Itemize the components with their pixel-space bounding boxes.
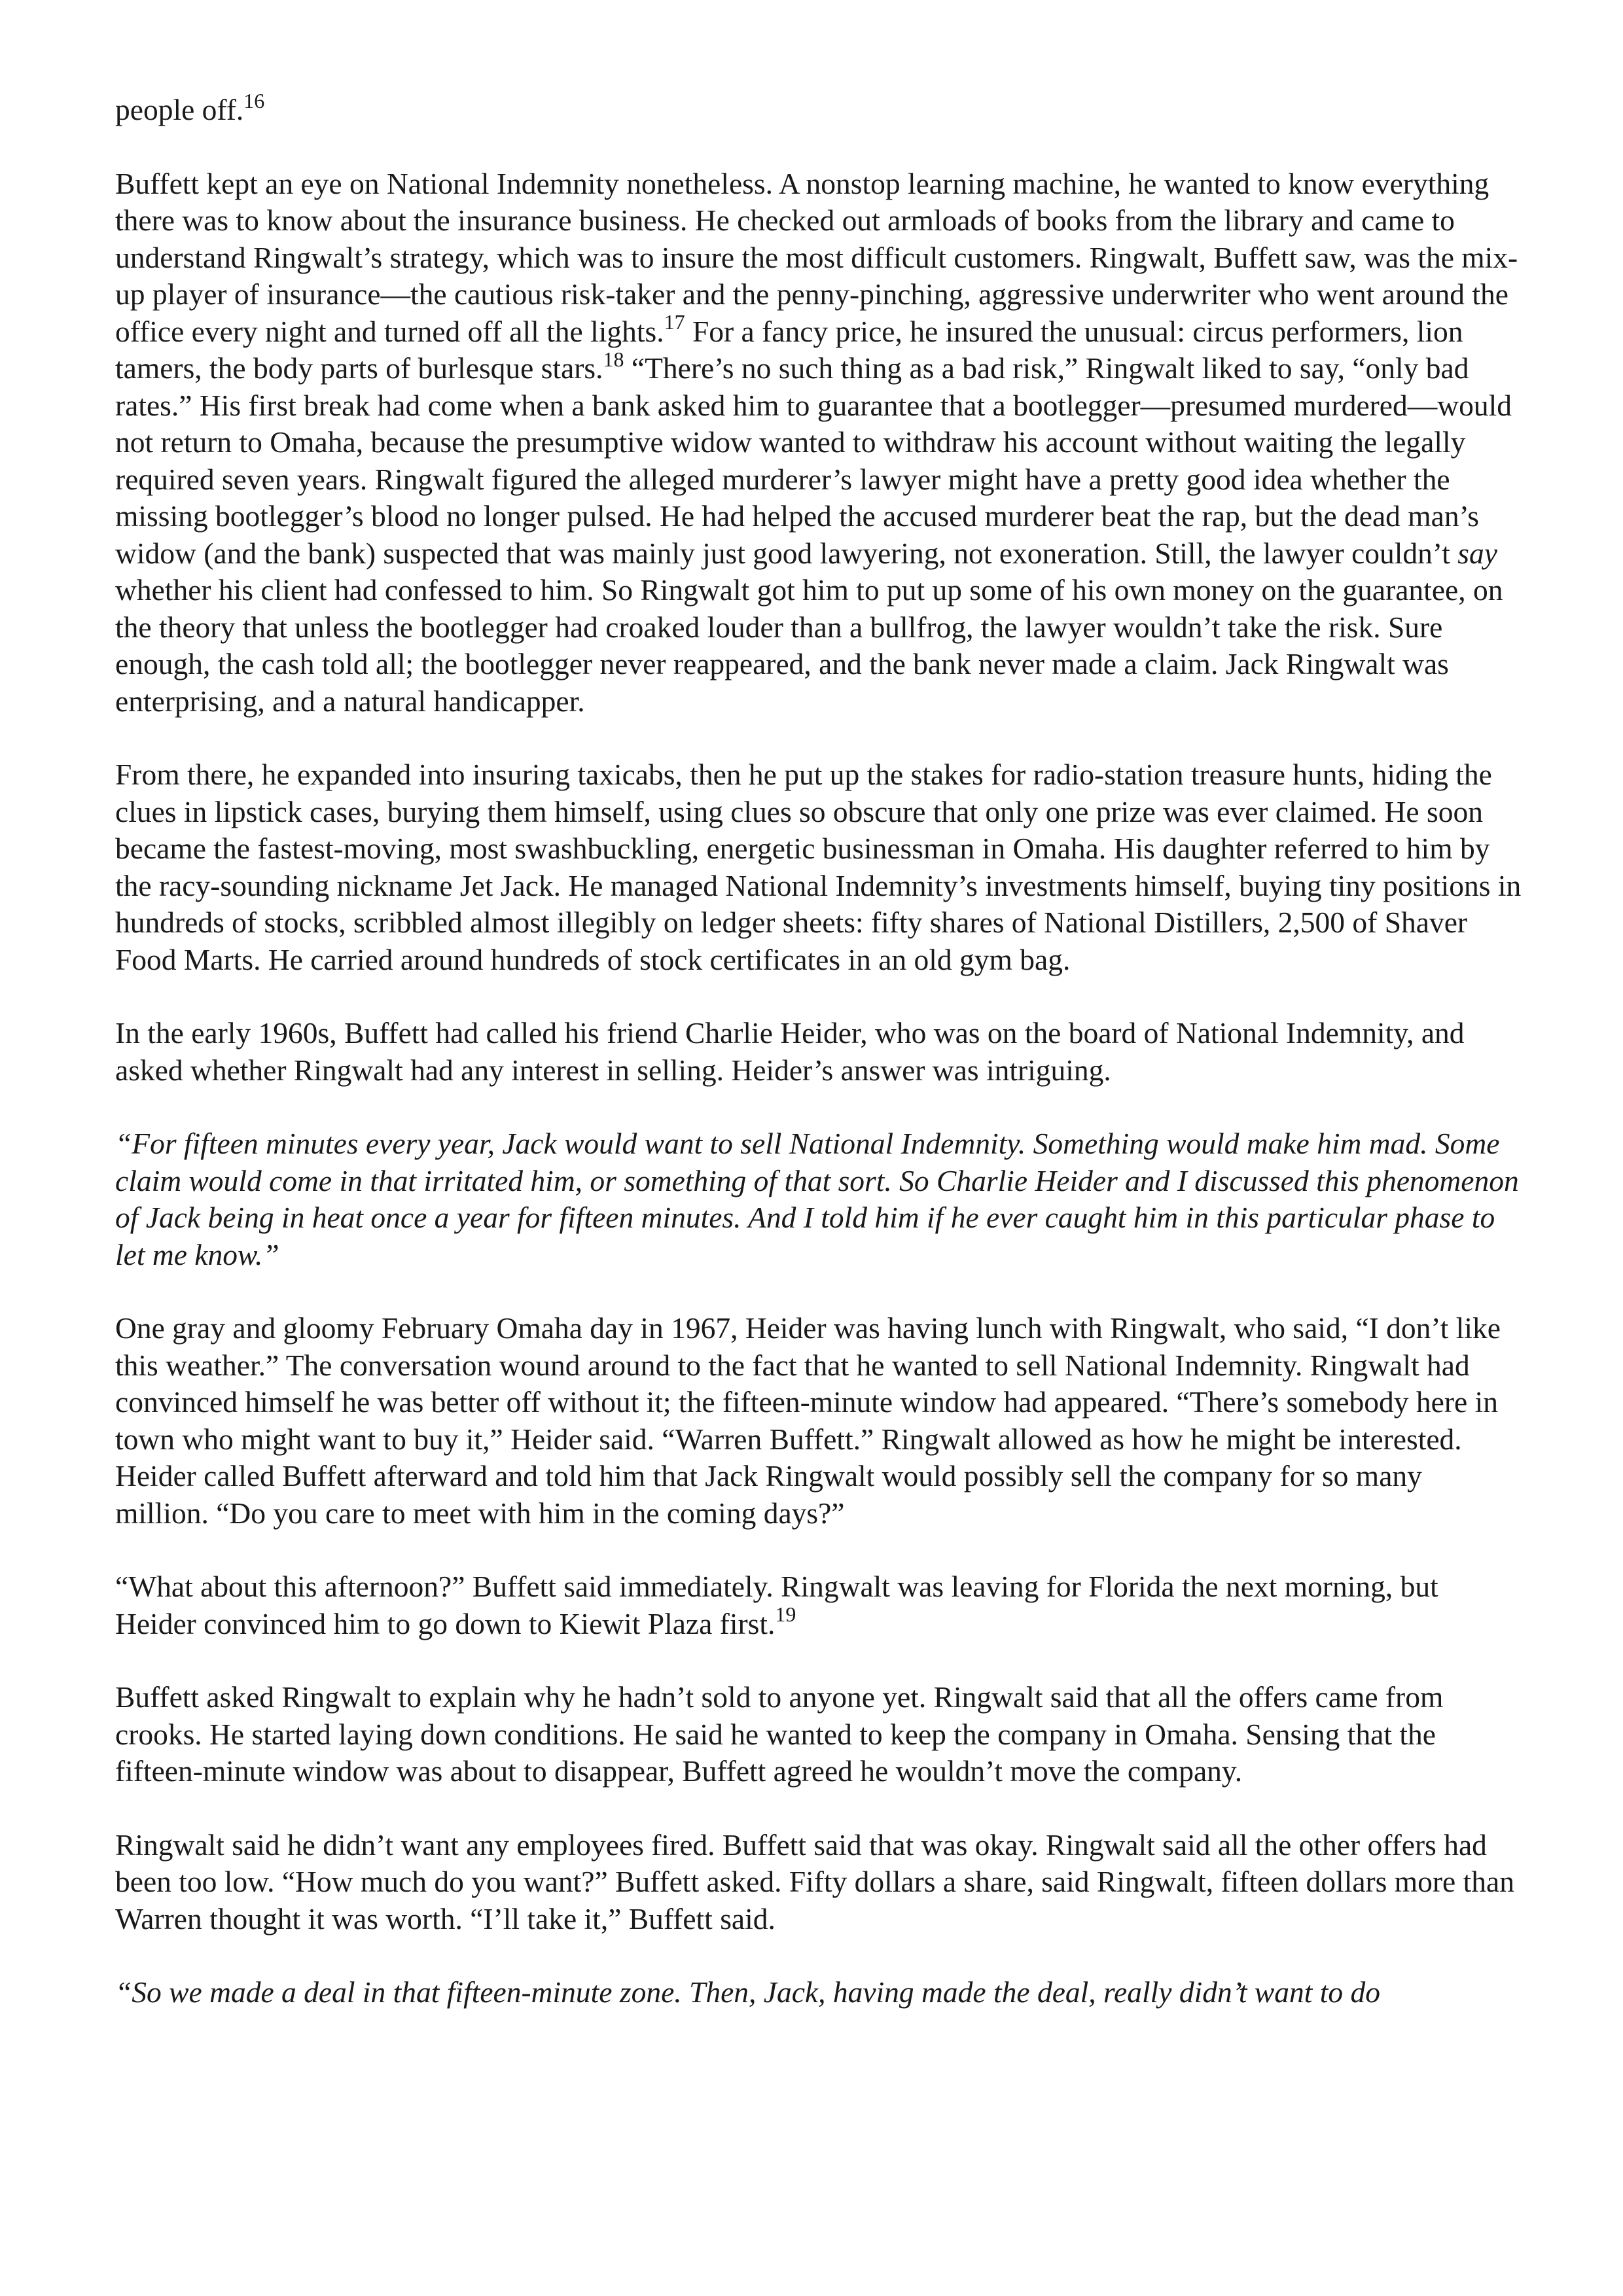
body-paragraph [115,1679,1522,1790]
footnote-marker: 16 [243,88,265,113]
quote-paragraph [115,1974,1522,2011]
text-run: “There’s no such thing as a bad risk,” Ringwalt liked to say, “only bad rates.” His first break had come when a bank asked him to guarantee that a bootlegger—presumed murdered—would not return to Omaha, because the presumptive widow wanted to withdraw his account without waiting the legally required seven years. Ringwalt figured the alleged murderer’s lawyer might have a pretty good idea whether the missing bootlegger’s blood no longer pulsed. He had helped the accused murderer beat the rap, but the dead man’s widow (and the bank) suspected that was mainly just good lawyering, not exoneration. Still, the lawyer couldn’t [115,351,1512,570]
body-paragraph [115,1827,1522,1938]
body-paragraph [115,1568,1522,1642]
body-paragraph [115,1015,1522,1089]
text-run: “What about this afternoon?” Buffett said immediately. Ringwalt was leaving for Florida the next morning, but Heider convinced him to go down to Kiewit Plaza first. [115,1570,1438,1640]
body-paragraph [115,1310,1522,1532]
text-run: For a fancy price, he insured the unusual: circus performers, lion tamers, the body parts of burlesque stars. [115,314,1463,385]
footnote-marker: 17 [664,310,685,334]
text-run: In the early 1960s, Buffett had called his friend Charlie Heider, who was on the board of National Indemnity, and asked whether Ringwalt had any interest in selling. Heider’s answer was intriguing. [115,1016,1465,1087]
book-page [115,88,1522,2048]
text-run: Ringwalt said he didn’t want any employees fired. Buffett said that was okay. Ringwalt said all the other offers had been too low. “How much do you want?” Buffett asked. Fifty dollars a share, said Ringwalt, fifteen dollars more than Warren thought it was worth. “I’ll take it,” Buffett said. [115,1828,1514,1935]
body-paragraph [115,166,1522,720]
text-run: One gray and gloomy February Omaha day in 1967, Heider was having lunch with Ringwalt, who said, “I don’t like this weather.” The conversation wound around to the fact that he wanted to sell National Indemnity. Ringwalt had convinced himself he was better off without it; the fifteen-minute window had appeared. “There’s somebody here in town who might want to buy it,” Heider said. “Warren Buffett.” Ringwalt allowed as how he might be interested. Heider called Buffett afterward and told him that Jack Ringwalt would possibly sell the company for so many million. “Do you care to meet with him in the coming days?” [115,1311,1501,1530]
body-paragraph [115,88,1522,129]
emphasized-text: say [1457,536,1497,570]
quote-paragraph [115,1125,1522,1273]
text-run: “For fifteen minutes every year, Jack would want to sell National Indemnity. Something would make him mad. Some claim would come in that irritated him, or something of that sort. So Charlie Heider and I discussed this phenomenon of Jack being in heat once a year for fifteen minutes. And I told him if he ever caught him in this particular phase to let me know.” [115,1127,1519,1271]
text-run: whether his client had confessed to him. So Ringwalt got him to put up some of his own money on the guarantee, on the theory that unless the bootlegger had croaked louder than a bullfrog, the lawyer wouldn’t take the risk. Sure enough, the cash told all; the bootlegger never reappeared, and the bank never made a claim. Jack Ringwalt was enterprising, and a natural handicapper. [115,573,1503,718]
text-run: Buffett asked Ringwalt to explain why he hadn’t sold to anyone yet. Ringwalt said that all the offers came from crooks. He started laying down conditions. He said he wanted to keep the company in Omaha. Sensing that the fifteen-minute window was about to disappear, Buffett agreed he wouldn’t move the company. [115,1680,1444,1788]
text-run: people off. [115,93,244,126]
text-run: From there, he expanded into insuring taxicabs, then he put up the stakes for radio-station treasure hunts, hiding the clues in lipstick cases, burying them himself, using clues so obscure that only one prize was ever claimed. He soon became the fastest-moving, most swashbuckling, energetic businessman in Omaha. His daughter referred to him by the racy-sounding nickname Jet Jack. He managed National Indemnity’s investments himself, buying tiny positions in hundreds of stocks, scribbled almost illegibly on ledger sheets: fifty shares of National Distillers, 2,500 of Shaver Food Marts. He carried around hundreds of stock certificates in an old gym bag. [115,758,1522,976]
footnote-marker: 18 [603,347,624,371]
body-paragraph [115,756,1522,978]
footnote-marker: 19 [775,1602,796,1627]
text-run: “So we made a deal in that fifteen-minute zone. Then, Jack, having made the deal, really didn’t want to do [115,1975,1380,2009]
text-run: Buffett kept an eye on National Indemnity nonetheless. A nonstop learning machine, he wanted to know everything there was to know about the insurance business. He checked out armloads of books from the library and came to understand Ringwalt’s strategy, which was to insure the most difficult customers. Ringwalt, Buffett saw, was the mix-up player of insurance—the cautious risk-taker and the penny-pinching, aggressive underwriter who went around the office every night and turned off all the lights. [115,166,1518,348]
